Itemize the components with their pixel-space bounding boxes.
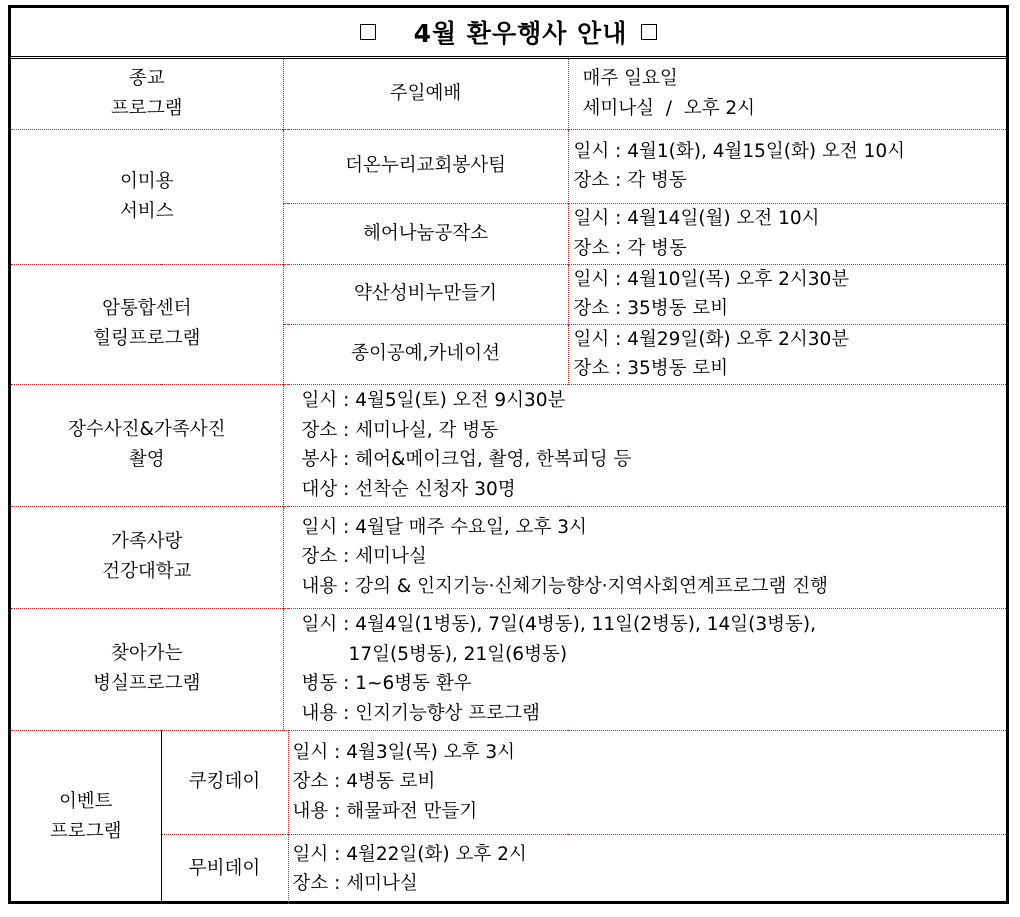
details-cell: 일시 : 4월3일(목) 오후 3시 장소 : 4병동 로비 내용 : 해물파전 만들기 [288, 730, 1006, 834]
notice-document [8, 5, 1009, 904]
details-cell: 매주 일요일 세미나실 / 오후 2시 [582, 68, 756, 119]
program-name-cell: 약산성비누만들기 [283, 264, 568, 324]
page-title [11, 8, 1006, 59]
details-cell: 일시 : 4월4일(1병동), 7일(4병동), 11일(2병동), 14일(3병동), 17일(5병동), 21일(6병동) 병동 : 1~6병동 환우 내용 : 인지기능향상 프로그램 [283, 608, 1006, 730]
event-schedule-table [11, 59, 1006, 904]
table-row [11, 384, 1006, 506]
details-cell: 일시 : 4월5일(토) 오전 9시30분 장소 : 세미나실, 각 병동 봉사 : 헤어&메이크업, 촬영, 한복피딩 등 대상 : 선착순 신청자 30명 [283, 384, 1006, 506]
table-row [11, 59, 1006, 129]
category-cell: 암통합센터 힐링프로그램 [11, 264, 283, 384]
program-name-cell: 더온누리교회봉사팀 [283, 129, 568, 203]
details-cell: 일시 : 4월1(화), 4월15일(화) 오전 10시 장소 : 각 병동 [568, 129, 1006, 203]
details-cell: 일시 : 4월29일(화) 오후 2시30분 장소 : 35병동 로비 [568, 324, 1006, 384]
program-name-cell: 종이공예,카네이션 [283, 324, 568, 384]
table-row [11, 506, 1006, 608]
table-row [11, 608, 1006, 730]
category-cell: 장수사진&가족사진 촬영 [11, 384, 283, 506]
square-bullet-icon [360, 24, 376, 40]
table-row [11, 730, 1006, 834]
category-cell: 가족사랑 건강대학교 [11, 506, 283, 608]
title-text: 4월 환우행사 안내 [413, 19, 628, 48]
table-row [11, 129, 1006, 203]
category-cell: 이미용 서비스 [11, 129, 283, 264]
square-bullet-icon [641, 24, 657, 40]
category-cell: 찾아가는 병실프로그램 [11, 608, 283, 730]
program-name-cell: 무비데이 [161, 834, 288, 904]
table-row [11, 834, 1006, 904]
details-cell: 일시 : 4월22일(화) 오후 2시 장소 : 세미나실 [288, 834, 1006, 904]
category-cell: 이벤트 프로그램 [11, 730, 161, 904]
details-cell: 일시 : 4월14일(월) 오전 10시 장소 : 각 병동 [568, 203, 1006, 264]
details-cell: 일시 : 4월달 매주 수요일, 오후 3시 장소 : 세미나실 내용 : 강의 & 인지기능·신체기능향상·지역사회연계프로그램 진행 [283, 506, 1006, 608]
details-cell: 일시 : 4월10일(목) 오후 2시30분 장소 : 35병동 로비 [568, 264, 1006, 324]
category-cell: 종교 프로그램 [11, 59, 283, 129]
program-name-cell: 쿠킹데이 [161, 730, 288, 834]
program-name-cell: 헤어나눔공작소 [283, 203, 568, 264]
table-row [11, 264, 1006, 324]
program-name-cell: 주일예배 [283, 59, 568, 129]
